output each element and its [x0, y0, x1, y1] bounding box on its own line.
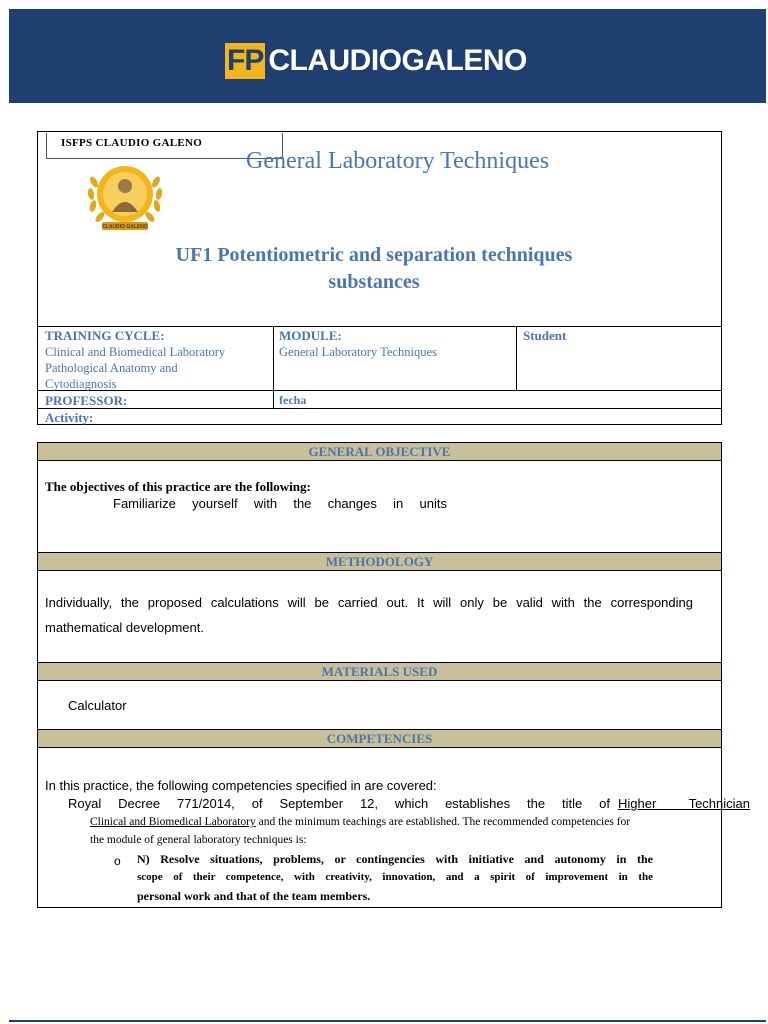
objectives-intro: The objectives of this practice are the following:	[45, 479, 311, 494]
logo-fp-mark: FP	[227, 44, 264, 77]
decree-line3: the module of general laboratory techniques is:	[90, 834, 307, 846]
practice-form-header	[37, 131, 722, 425]
training-cycle-line: Clinical and Biomedical Laboratory	[45, 345, 226, 359]
competency-line2: scope of their competence, with creativity, innovation, and a spirit of improvement in the	[137, 871, 653, 883]
document-title: General Laboratory Techniques	[246, 148, 550, 174]
general-objective-heading: GENERAL OBJECTIVE	[37, 442, 722, 461]
svg-text:CLAUDIO GALENO: CLAUDIO GALENO	[102, 224, 148, 230]
logo-wordmark: CLAUDIOGALENO	[268, 44, 527, 77]
competency-line3: personal work and that of the team members.	[137, 889, 371, 903]
decree-title: Higher Technician	[618, 796, 750, 811]
form-divider	[516, 326, 517, 390]
fecha-label: fecha	[279, 393, 307, 407]
competency-line1: N) Resolve situations, problems, or contingencies with initiative and autonomy in the	[137, 852, 653, 866]
decree-line	[68, 796, 750, 811]
competencies-heading: COMPETENCIES	[37, 729, 722, 748]
methodology-text-line1: Individually, the proposed calculations will be carried out. It will only be valid with the corresponding	[45, 595, 693, 610]
unit-title	[58, 242, 690, 296]
decree-line2	[90, 816, 630, 828]
module-value: General Laboratory Techniques	[279, 345, 437, 359]
brand-logo[interactable]	[225, 43, 527, 79]
form-divider	[273, 326, 274, 409]
materials-item: Calculator	[68, 698, 127, 713]
professor-label: PROFESSOR:	[45, 393, 128, 408]
methodology-text-line2: mathematical development.	[45, 620, 204, 635]
activity-label: Activity:	[45, 410, 94, 425]
materials-heading: MATERIALS USED	[37, 662, 722, 681]
form-divider	[38, 408, 721, 409]
student-label: Student	[523, 328, 567, 343]
objective-item: Familiarize yourself with the changes in units	[113, 496, 447, 511]
decree-text: Royal Decree 771/2014, of September 12, which establishes the title of	[68, 796, 610, 811]
training-cycle-label: TRAINING CYCLE:	[45, 328, 165, 343]
unit-title-line1: UF1 Potentiometric and separation techniques	[175, 244, 573, 266]
methodology-heading: METHODOLOGY	[37, 552, 722, 571]
footer-rule	[9, 1020, 766, 1022]
training-cycle-line: Pathological Anatomy and	[45, 361, 178, 375]
institution-name: ISFPS CLAUDIO GALENO	[61, 137, 203, 149]
decree-line2-rest: and the minimum teachings are established. The recommended competencies for	[255, 816, 631, 828]
college-seal-icon	[84, 162, 166, 234]
competencies-intro: In this practice, the following competencies specified in are covered:	[45, 778, 437, 793]
training-cycle-line: Cytodiagnosis	[45, 377, 117, 391]
module-label: MODULE:	[279, 328, 342, 343]
laboratory-title: Clinical and Biomedical Laboratory	[90, 816, 256, 828]
unit-title-line2: substances	[328, 271, 420, 293]
training-cycle-value	[45, 344, 225, 392]
form-divider	[38, 326, 721, 327]
bullet-icon: o	[114, 854, 121, 868]
